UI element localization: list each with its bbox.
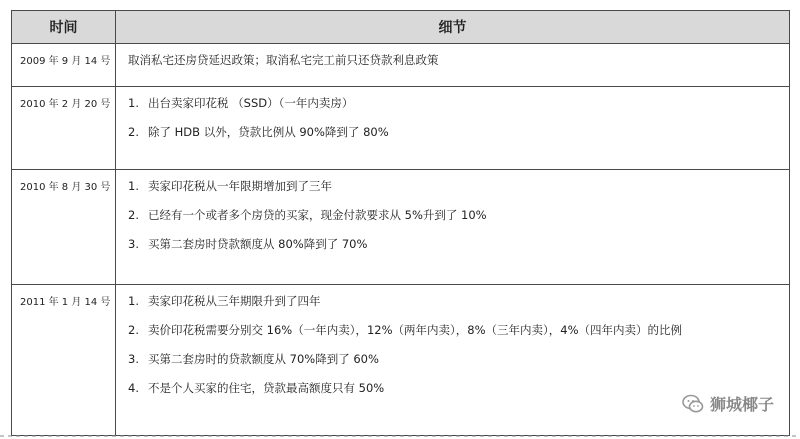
list-text: 出台卖家印花税 （SSD）（一年内卖房） <box>148 96 354 110</box>
list-number: 4. <box>128 381 139 395</box>
list-item <box>128 95 789 124</box>
date-cell: 2011 年 1 月 14 号 <box>12 285 116 436</box>
table-row <box>12 44 790 87</box>
bottom-divider <box>0 435 800 437</box>
list-text: 卖家印花税从一年限期增加到了三年 <box>148 179 332 193</box>
detail-list <box>128 95 789 153</box>
header-date: 时间 <box>12 11 116 44</box>
date-cell: 2009 年 9 月 14 号 <box>12 44 116 87</box>
list-number: 1. <box>128 294 139 308</box>
table-row <box>12 285 790 436</box>
list-item <box>128 322 789 351</box>
list-text: 除了 HDB 以外，贷款比例从 90%降到了 80% <box>148 125 389 139</box>
list-item <box>128 207 789 236</box>
date-cell: 2010 年 2 月 20 号 <box>12 87 116 170</box>
list-text: 买第二套房时的贷款额度从 70%降到了 60% <box>148 352 379 366</box>
detail-text: 取消私宅还房贷延迟政策；取消私宅完工前只还贷款利息政策 <box>128 53 439 67</box>
list-text: 卖价印花税需要分别交 16%（一年内卖），12%（两年内卖），8%（三年内卖），4%（四年内卖）的比例 <box>148 323 683 337</box>
date-cell: 2010 年 8 月 30 号 <box>12 170 116 285</box>
detail-cell <box>116 44 790 87</box>
detail-list <box>128 178 789 265</box>
list-number: 1. <box>128 96 139 110</box>
list-text: 不是个人买家的住宅，贷款最高额度只有 50% <box>148 381 385 395</box>
detail-cell <box>116 87 790 170</box>
table-row <box>12 170 790 285</box>
list-number: 3. <box>128 237 139 251</box>
policy-table <box>11 10 790 436</box>
list-item <box>128 178 789 207</box>
list-item <box>128 293 789 322</box>
list-number: 2. <box>128 125 139 139</box>
wechat-icon <box>682 393 704 415</box>
watermark-text: 狮城椰子 <box>709 395 774 414</box>
list-item <box>128 124 789 153</box>
table-header-row <box>12 11 790 44</box>
list-number: 3. <box>128 352 139 366</box>
detail-cell <box>116 170 790 285</box>
list-item <box>128 351 789 380</box>
list-item <box>128 236 789 265</box>
list-number: 2. <box>128 323 139 337</box>
list-text: 买第二套房时贷款额度从 80%降到了 70% <box>148 237 368 251</box>
list-text: 已经有一个或者多个房贷的买家，现金付款要求从 5%升到了 10% <box>148 208 487 222</box>
list-number: 2. <box>128 208 139 222</box>
list-number: 1. <box>128 179 139 193</box>
header-detail: 细节 <box>116 11 790 44</box>
watermark <box>678 390 778 417</box>
list-text: 卖家印花税从三年期限升到了四年 <box>148 294 321 308</box>
table-row <box>12 87 790 170</box>
